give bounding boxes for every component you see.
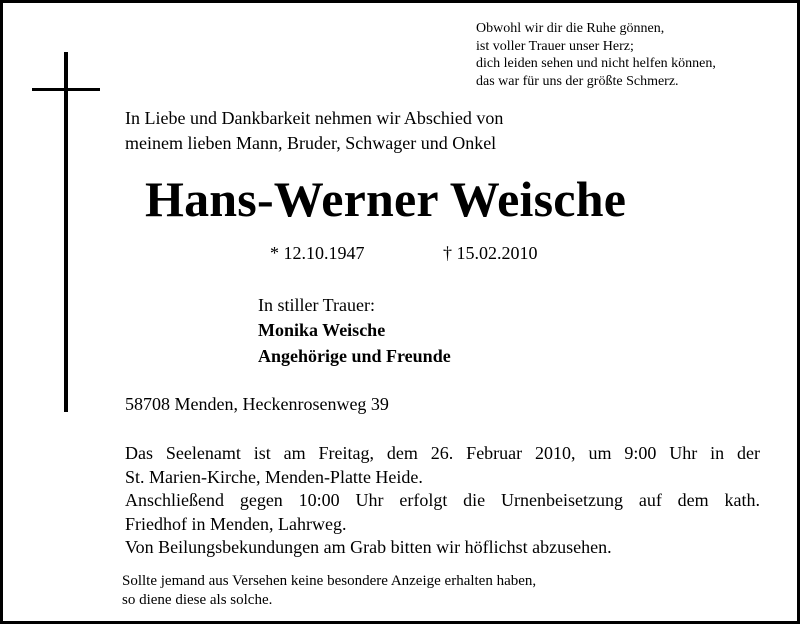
service-line: Von Beilungsbekundungen am Grab bitten wir höflichst abzusehen. [125, 537, 612, 557]
footnote-line: so diene diese als solche. [122, 592, 273, 608]
birth-date: * 12.10.1947 [270, 243, 365, 263]
poem-line: ist voller Trauer unser Herz; [476, 38, 634, 54]
cross-icon [64, 52, 68, 412]
death-date: † 15.02.2010 [443, 243, 538, 263]
service-line: Friedhof in Menden, Lahrweg. [125, 513, 347, 534]
mourner-name: Angehörige und Freunde [258, 346, 451, 366]
poem-line: dich leiden sehen und nicht helfen können, [476, 56, 716, 71]
poem [476, 20, 716, 90]
service-line: Anschließend gegen 10:00 Uhr erfolgt die Urnenbeisetzung auf dem kath. [125, 490, 760, 510]
service-details [125, 442, 760, 560]
intro-text [125, 106, 503, 156]
footnote [122, 572, 536, 610]
intro-line: meinem lieben Mann, Bruder, Schwager und Onkel [125, 133, 497, 153]
service-line: Das Seelenamt ist am Freitag, dem 26. Februar 2010, um 9:00 Uhr in der [125, 443, 760, 463]
deceased-name: Hans-Werner Weische [145, 171, 627, 227]
cross-icon-bar [32, 88, 100, 91]
service-line: St. Marien-Kirche, Menden-Platte Heide. [125, 466, 423, 487]
footnote-line: Sollte jemand aus Versehen keine besondere Anzeige erhalten haben, [122, 573, 537, 589]
intro-line: In Liebe und Dankbarkeit nehmen wir Abschied von [125, 108, 504, 128]
poem-line: Obwohl wir dir die Ruhe gönnen, [476, 21, 665, 36]
poem-line: das war für uns der größte Schmerz. [476, 73, 679, 89]
mourners-label: In stiller Trauer: [258, 295, 375, 315]
address: 58708 Menden, Heckenrosenweg 39 [125, 394, 389, 414]
mourner-name: Monika Weische [258, 320, 386, 340]
